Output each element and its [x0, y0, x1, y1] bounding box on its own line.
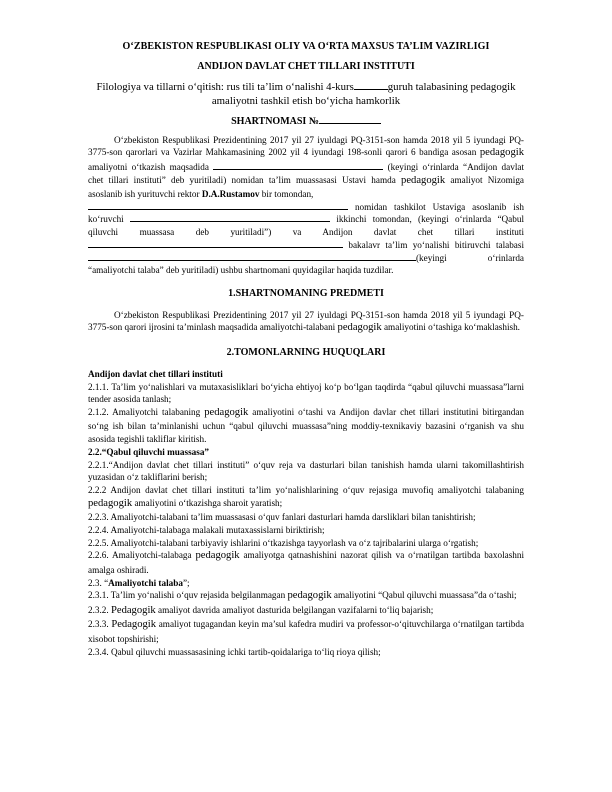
clause-2-3-3-pedagogik: Pedagogik	[111, 619, 157, 631]
clause-2-3-2-b: amaliyot davrida amaliyot dasturida belgilangan vazifalarni to‘liq bajarish;	[158, 604, 434, 615]
contract-number-blank	[319, 123, 381, 124]
clause-2-1-2-pedagogik: pedagogik	[204, 406, 249, 418]
student-heading-post: ”;	[182, 577, 190, 588]
rector-name: D.A.Rustamov	[201, 189, 260, 200]
clause-2-3-4: 2.3.4. Qabul qiluvchi muassasasining ichki tartib-qoidalariga to‘liq rioya qilish;	[88, 646, 381, 657]
student-name-blank	[88, 260, 416, 261]
section-2-title: 2.TOMONLARNING HUQUQLARI	[226, 347, 386, 359]
clause-2-3-3-a: 2.3.3.	[88, 619, 109, 630]
institute-rights-heading: Andijon davlat chet tillari instituti	[88, 368, 223, 379]
student-heading-text: Amaliyotchi talaba	[108, 577, 183, 588]
s1-text-b: amaliyotini o‘tashiga ko‘maklashish.	[383, 322, 520, 333]
clause-2-3-2-pedagogik: Pedagogik	[110, 604, 156, 616]
contract-subject	[88, 80, 524, 109]
intro-pedagogik-2: pedagogik	[401, 174, 446, 186]
clause-2-3-1-a: 2.3.1. Ta’lim yo‘nalishi o‘quv rejasida belgilanmagan	[88, 590, 286, 601]
clause-2-2-6-a: 2.2.6. Amaliyotchi-talabaga	[88, 550, 192, 561]
subject-part-b: guruh talabasining pedagogik	[387, 80, 516, 93]
receiver-rights-heading: 2.2.“Qabul qiluvchi muassasa”	[88, 446, 210, 457]
clause-2-3-3-b: amaliyot tugagandan keyin ma’sul kafedra mudiri va professor-o‘qituvchilarga o‘rnatilgan tartibda xisobot topshirishi;	[88, 619, 525, 645]
clause-2-2-3: 2.2.3. Amaliyotchi-talabani ta’lim muassasasi o‘quv fanlari dasturlari hamda darsliklari bilan tanishtirish;	[88, 512, 476, 523]
clause-2-2-2	[88, 484, 524, 511]
s1-pedagogik: pedagogik	[337, 322, 382, 334]
institute-heading: ANDIJON DAVLAT CHET TILLARI INSTITUTI	[197, 60, 415, 72]
intro-text-6: nomidan tashkilot Ustaviga asoslanib ish ko‘ruvchi	[88, 201, 525, 225]
intro-paragraph	[88, 134, 524, 277]
org-rep-blank	[130, 221, 330, 222]
receiving-org-blank	[88, 209, 348, 210]
ministry-heading: O‘ZBEKISTON RESPUBLIKASI OLIY VA O‘RTA MAXSUS TA’LIM VAZIRLIGI	[122, 41, 490, 52]
clause-2-1-1: 2.1.1. Ta’lim yo‘nalishlari va mutaxasisliklari bo‘yicha ehtiyoj ko‘p bo‘lgan taqdirda “qabul qiluvchi muassasa”larni tender asosida tanlash;	[88, 381, 524, 405]
intro-text-8: bakalavr ta’lim yo‘nalishi bitiruvchi talabasi	[348, 239, 525, 250]
subject-part-a: Filologiya va tillarni o‘qitish: rus tili ta’lim o‘nalishi 4-kurs	[96, 80, 354, 93]
intro-text-4: amaliyot Nizomiga asoslanib ish yurituvchi rektor	[88, 174, 525, 200]
contract-title-text: SHARTNOMASI №	[231, 115, 319, 127]
student-rights-heading	[88, 577, 524, 590]
intro-text-3: (keyingi o‘rinlarda “Andijon davlat chet tillari instituti” deb yuritiladi) nomidan ta’lim muassasasi Ustavi hamda	[88, 161, 525, 185]
clause-2-2-1: 2.2.1.“Andijon davlat chet tillari instituti” o‘quv reja va dasturlari bilan tanishish hamda ularni takomillashtirish yuzasidan o‘z takliflarini berish;	[88, 459, 524, 483]
student-heading-pre: 2.3. “	[88, 577, 109, 588]
clause-2-2-6-pedagogik: pedagogik	[195, 550, 240, 562]
intro-text-2: amaliyotni o‘tkazish maqsadida	[88, 161, 209, 172]
clause-2-2-6	[88, 549, 524, 576]
program-blank	[88, 247, 343, 248]
clause-2-3-1-b: amaliyotini “Qabul qiluvchi muassasa”da o‘tashi;	[333, 590, 517, 601]
intro-text-7: ikkinchi tomondan, (keyingi o‘rinlarda “Qabul qiluvchi muassasa deb yuritiladi”) va Andijon davlat chet tillari instituti	[88, 214, 525, 238]
subject-part-c: amaliyotni tashkil etish bo‘yicha hamkorlik	[211, 95, 401, 108]
clause-2-2-6-b: amaliyotga qatnashishini nazorat qilish va o‘rnatilgan tartibda baxolashni amalga oshiradi.	[88, 550, 525, 575]
intro-text-1: O‘zbekiston Respublikasi Prezidentining 2017 yil 27 iyuldagi PQ-3151-son hamda 2018 yil 5 iyundagi PQ-3775-son qarorlari va Vazirlar Mahkamasining 2002 yil 4 iyundagi 198-sonli qarori 6 bandiga asosan	[88, 134, 524, 158]
clause-2-2-2-b: amaliyotini o‘tkazishga sharoit yaratish;	[134, 497, 283, 508]
clause-2-2-4: 2.2.4. Amaliyotchi-talabaga malakali mutaxassislarni biriktirish;	[88, 524, 325, 535]
clause-2-2-2-a: 2.2.2 Andijon davlat chet tillari instituti ta’lim yo‘nalishlarining o‘quv rejasiga muvofiq amaliyotchi talabaning	[88, 484, 524, 495]
clause-2-1-2-b: amaliyotini o‘tashi va Andijon davlar chet tillari institutini bitirgandan so‘ng ish bilan ta’minlanishi uchun “qabul qiluvchi muassasa”ning moddiy-texnikaviy bazasini o‘rganish va shu asosida tegishli takliflar kiritish.	[88, 406, 525, 445]
clause-2-3-1	[88, 589, 524, 604]
section-1-title: 1.SHARTNOMANING PREDMETI	[228, 287, 384, 299]
clause-2-3-2-a: 2.3.2.	[88, 604, 109, 615]
clause-2-2-2-pedagogik: pedagogik	[88, 497, 133, 509]
clause-2-1-2-a: 2.1.2. Amaliyotchi talabaning	[88, 406, 201, 417]
s1-text-a: O‘zbekiston Respublikasi Prezidentining 2017 yil 27 iyuldagi PQ-3151-son hamda 2018 yil 5 iyundagi PQ-3775-son qarori ijrosini ta’minlash maqsadida amaliyotchi-talabani	[88, 309, 524, 333]
group-blank	[354, 89, 388, 90]
intro-text-9: (keyingi o‘rinlarda “amaliyotchi talaba” deb yuritiladi) ushbu shartnomani quyidagilar haqida tuzdilar.	[88, 252, 524, 276]
section-1-paragraph	[88, 309, 524, 336]
clause-2-3-1-pedagogik: pedagogik	[287, 590, 332, 602]
intro-pedagogik: pedagogik	[479, 147, 524, 159]
contract-title	[88, 115, 524, 129]
clause-2-3-2	[88, 604, 524, 619]
clause-2-3-3	[88, 618, 524, 645]
clause-2-1-2	[88, 406, 524, 446]
intro-text-5: bir tomondan,	[261, 189, 314, 200]
institute-rep-blank	[213, 169, 383, 170]
clause-2-2-5: 2.2.5. Amaliyotchi-talabani tarbiyaviy ishlarini o‘tkazishga tayyorlash va o‘z tajribalarini ularga o‘rgatish;	[88, 537, 479, 548]
